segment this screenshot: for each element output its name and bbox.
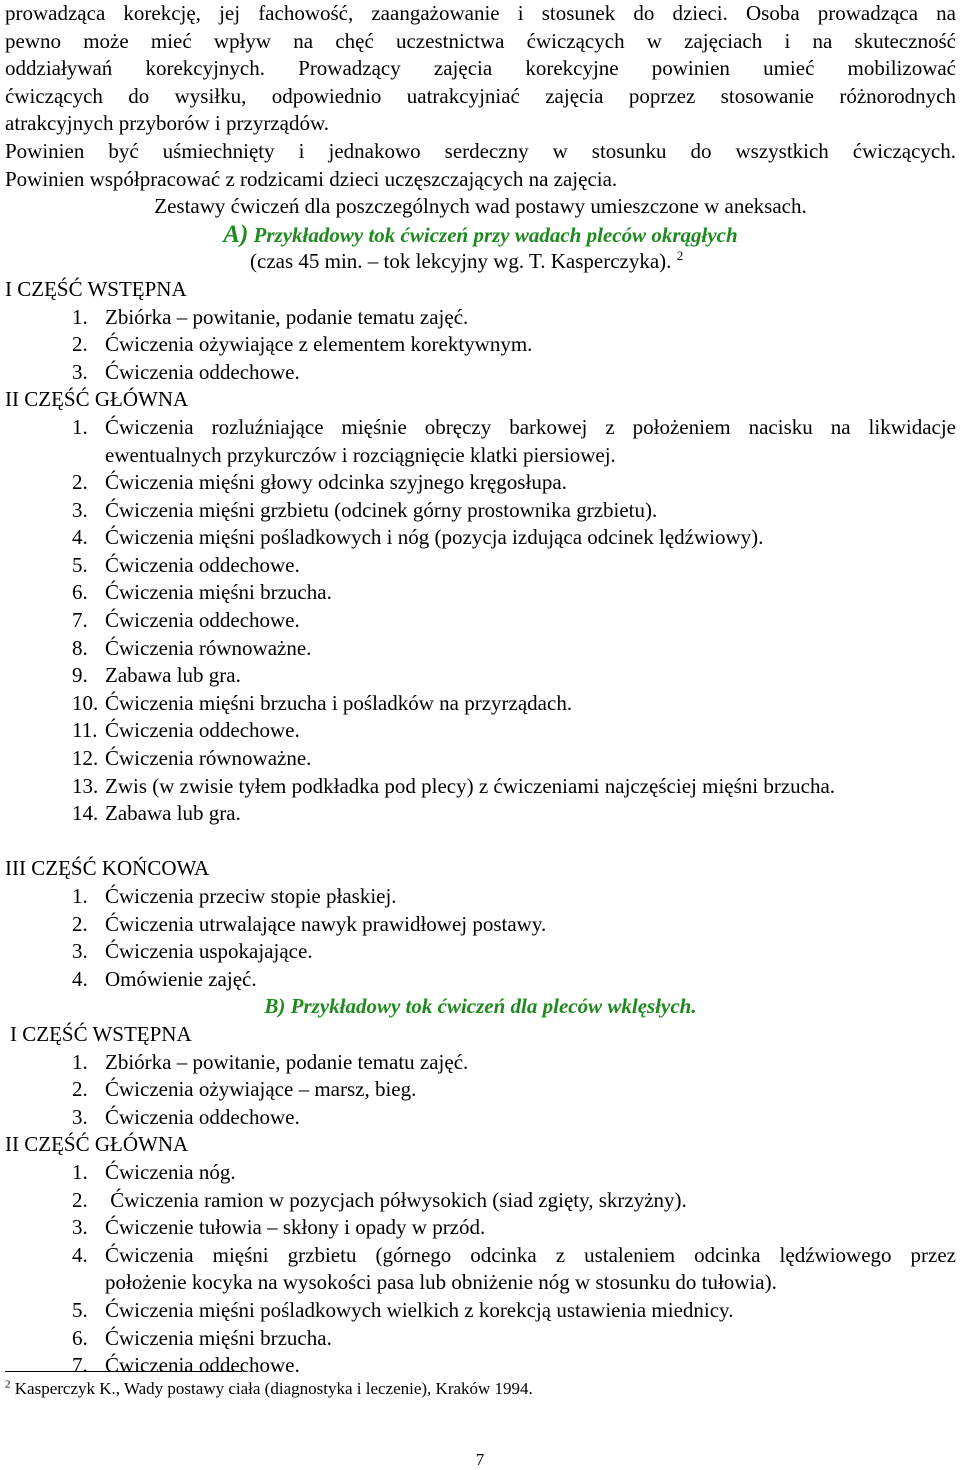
item-text: Zabawa lub gra. [105, 663, 241, 688]
text-line: pewno może mieć wpływ na chęć uczestnictwa ćwiczących w zajęciach i na skuteczność [5, 28, 956, 53]
item-text: Ćwiczenia ramion w pozycjach półwysokich (siad zgięty, skrzyżny). [105, 1187, 687, 1212]
list-item [5, 497, 956, 525]
item-text-continuation: ewentualnych przykurczów i rozciągnięcie klatki piersiowej. [105, 442, 616, 467]
item-number: 3. [72, 497, 88, 522]
list-item [5, 1352, 956, 1380]
text-line: atrakcyjnych przyborów i przyrządów. [5, 111, 330, 136]
item-number: 3. [72, 359, 88, 384]
text-line: prowadząca korekcję, jej fachowość, zaangażowanie i stosunek do dzieci. Osoba prowadząca na [5, 1, 956, 25]
item-number: 3. [72, 1104, 88, 1129]
item-number: 7. [72, 608, 88, 633]
item-text-continuation: położenie kocyka na wysokości pasa lub obniżenie nóg w stosunku do tułowia). [105, 1270, 777, 1295]
section-a-letter: A) [223, 220, 249, 248]
section-heading: II CZĘŚĆ GŁÓWNA [5, 387, 189, 412]
item-number: 6. [72, 580, 88, 605]
item-number: 12. [72, 746, 99, 771]
item-number: 10. [72, 690, 99, 715]
item-text: Zwis (w zwisie tyłem podkładka pod plecy) z ćwiczeniami najczęściej mięśni brzucha. [105, 773, 836, 798]
list-item [5, 414, 956, 442]
list-item [5, 828, 956, 856]
item-text: Ćwiczenia przeciw stopie płaskiej. [105, 884, 397, 908]
item-text: Ćwiczenia mięśni głowy odcinka szyjnego kręgosłupa. [105, 470, 567, 495]
item-text: Ćwiczenia ożywiające z elementem korektywnym. [105, 332, 533, 357]
list-item [5, 635, 956, 663]
item-number: 5. [72, 1297, 88, 1322]
item-number: 4. [72, 525, 88, 550]
section-heading: I CZĘŚĆ WSTĘPNA [10, 1021, 192, 1046]
list-item [5, 690, 956, 718]
item-number: 5. [72, 552, 88, 577]
list-item [5, 469, 956, 497]
item-number: 6. [72, 1325, 88, 1350]
item-number: 2. [72, 470, 88, 495]
item-text: Zbiórka – powitanie, podanie tematu zajęć. [105, 304, 469, 329]
list-item [5, 1159, 956, 1187]
section-heading: II CZĘŚĆ GŁÓWNA [5, 1132, 189, 1157]
list-item [5, 1187, 956, 1215]
item-text: Ćwiczenia oddechowe. [105, 608, 300, 633]
item-text: Ćwiczenia równoważne. [105, 635, 312, 660]
item-number: 2. [72, 332, 88, 357]
item-number: 2. [72, 1077, 88, 1102]
list-item [5, 1242, 956, 1270]
list-item [5, 938, 956, 966]
item-number [72, 828, 105, 856]
item-text: Ćwiczenia oddechowe. [105, 552, 300, 577]
list-item [5, 1297, 956, 1325]
section-a-title [5, 221, 956, 249]
item-text: Zbiórka – powitanie, podanie tematu zajęć. [105, 1049, 469, 1074]
list-item [5, 883, 956, 911]
item-number: 7. [72, 1353, 88, 1378]
list-item [5, 331, 956, 359]
item-text: Ćwiczenia uspokajające. [105, 939, 313, 964]
item-text: Ćwiczenia oddechowe. [105, 359, 300, 384]
item-number: 4. [72, 966, 88, 991]
list-item [5, 579, 956, 607]
list-item [5, 1325, 956, 1353]
list-item [5, 800, 956, 828]
item-text: Zabawa lub gra. [105, 801, 241, 826]
text-line: Powinien współpracować z rodzicami dzieci uczęszczających na zajęcia. [5, 166, 618, 191]
item-text: Ćwiczenia ożywiające – marsz, bieg. [105, 1077, 417, 1102]
list-item [5, 966, 956, 994]
item-text: Ćwiczenie tułowia – skłony i opady w przód. [105, 1215, 486, 1240]
item-number: 3. [72, 939, 88, 964]
item-text: Ćwiczenia mięśni grzbietu (odcinek górny prostownika grzbietu). [105, 497, 658, 522]
item-text: Ćwiczenia oddechowe. [105, 1104, 300, 1129]
list-item [5, 662, 956, 690]
list-item [5, 911, 956, 939]
section-heading: III CZĘŚĆ KOŃCOWA [5, 856, 210, 881]
item-text: Ćwiczenia oddechowe. [105, 718, 300, 743]
list-item [5, 1076, 956, 1104]
list-item [5, 773, 956, 801]
item-number: 8. [72, 635, 88, 660]
item-number: 1. [72, 414, 88, 439]
page-number: 7 [475, 1450, 485, 1469]
list-item [5, 359, 956, 387]
list-item [5, 524, 956, 552]
item-text: Ćwiczenia mięśni brzucha i pośladków na przyrządach. [105, 690, 573, 715]
item-number: 4. [72, 1242, 88, 1267]
section-heading: I CZĘŚĆ WSTĘPNA [5, 276, 187, 301]
item-text: Ćwiczenia rozluźniające mięśnie obręczy barkowej z położeniem nacisku na likwidacje [105, 414, 956, 439]
list-item [5, 1104, 956, 1132]
list-item [5, 745, 956, 773]
item-text: Ćwiczenia mięśni pośladkowych wielkich z korekcją ustawienia miednicy. [105, 1297, 734, 1322]
footnote-ref[interactable]: 2 [676, 248, 684, 264]
footnote-text: Kasperczyk K., Wady postawy ciała (diagnostyka i leczenie), Kraków 1994. [10, 1379, 533, 1398]
item-text: Ćwiczenia oddechowe. [105, 1353, 300, 1378]
item-number: 13. [72, 773, 99, 798]
footnote-mark: 2 [5, 1378, 11, 1391]
item-number: 2. [72, 1187, 88, 1212]
item-number: 9. [72, 663, 88, 688]
item-number: 1. [72, 884, 88, 908]
text-line: ćwiczących do wysiłku, odpowiednio uatrakcyjniać zajęcia poprzez stosowanie różnorodnych [5, 83, 956, 108]
item-number: 2. [72, 911, 88, 936]
intro-paragraph [5, 0, 956, 193]
annex-note: Zestawy ćwiczeń dla poszczególnych wad postawy umieszczone w aneksach. [154, 194, 807, 219]
item-text: Ćwiczenia nóg. [105, 1159, 236, 1184]
document-page [5, 0, 956, 1380]
item-text: Ćwiczenia mięśni pośladkowych i nóg (pozycja izdująca odcinek lędźwiowy). [105, 525, 764, 550]
list-item [5, 1214, 956, 1242]
item-number: 1. [72, 1159, 88, 1184]
list-item [5, 717, 956, 745]
item-number: 1. [72, 304, 88, 329]
item-number: 11. [72, 718, 98, 743]
item-number: 14. [72, 801, 99, 826]
footnote [5, 1378, 533, 1400]
item-text: Ćwiczenia mięśni brzucha. [105, 1325, 332, 1350]
list-item [5, 607, 956, 635]
item-text: Ćwiczenia mięśni brzucha. [105, 580, 332, 605]
section-a-title-text: Przykładowy tok ćwiczeń przy wadach pleców okrągłych [253, 222, 738, 247]
section-a-subtitle-text: (czas 45 min. – tok lekcyjny wg. T. Kasperczyka). [250, 249, 672, 274]
section-a-subtitle [5, 248, 956, 276]
item-text: Ćwiczenia utrwalające nawyk prawidłowej postawy. [105, 911, 547, 936]
item-number: 3. [72, 1215, 88, 1240]
item-text [105, 828, 956, 856]
text-line: Powinien być uśmiechnięty i jednakowo serdeczny w stosunku do wszystkich ćwiczących. [5, 138, 956, 163]
item-text: Ćwiczenia równoważne. [105, 746, 312, 771]
text-line: oddziaływań korekcyjnych. Prowadzący zajęcia korekcyjne powinien umieć mobilizować [5, 56, 956, 81]
section-b-title: B) Przykładowy tok ćwiczeń dla pleców wklęsłych. [264, 994, 697, 1019]
list-item [5, 304, 956, 332]
item-text: Omówienie zajęć. [105, 966, 257, 991]
item-number: 1. [72, 1049, 88, 1074]
footnote-divider [5, 1371, 242, 1372]
list-item [5, 1049, 956, 1077]
list-item [5, 552, 956, 580]
item-text: Ćwiczenia mięśni grzbietu (górnego odcinka z ustaleniem odcinka lędźwiowego przez [105, 1242, 956, 1267]
